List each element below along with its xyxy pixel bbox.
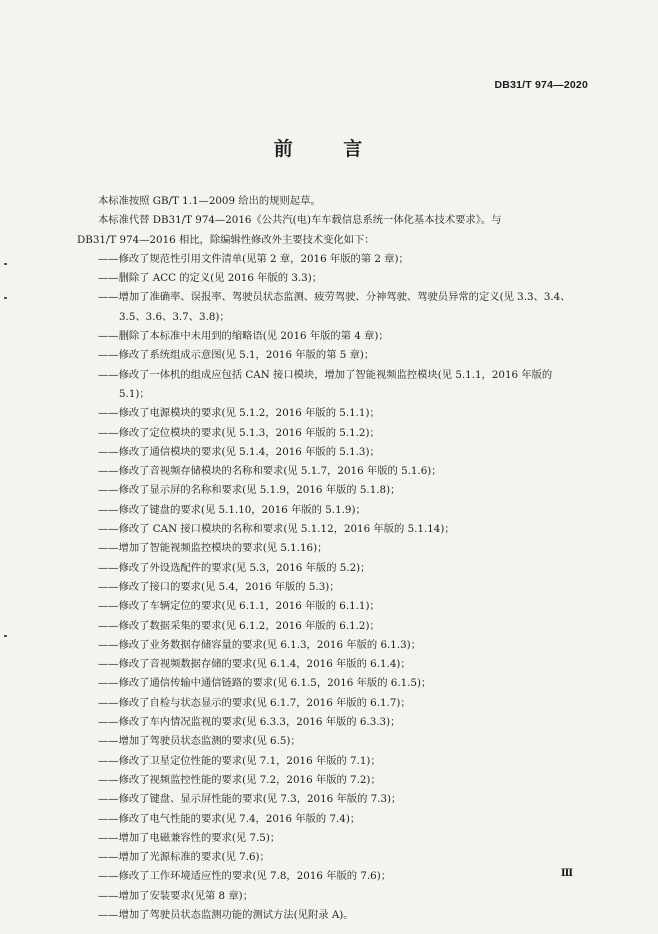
change-item	[77, 481, 592, 500]
change-item	[77, 636, 592, 655]
change-item-continuation: 5.1)；	[119, 387, 150, 400]
list-dash: ——	[98, 484, 119, 497]
scan-mark	[4, 297, 7, 299]
scan-mark	[4, 263, 7, 265]
list-dash: ——	[98, 426, 119, 439]
list-dash: ——	[98, 677, 119, 690]
list-dash: ——	[98, 889, 119, 902]
document-code: DB31/T 974—2020	[494, 79, 588, 91]
change-item-text: 增加了电磁兼容性的要求(见 7.5)；	[118, 831, 281, 844]
change-item-text: 修改了音视频存储模块的名称和要求(见 5.1.7，2016 年版的 5.1.6)；	[118, 465, 442, 478]
list-dash: ——	[98, 638, 119, 651]
change-item-text: 增加了光源标准的要求(见 7.6)；	[118, 851, 270, 864]
change-item	[77, 424, 592, 443]
list-dash: ——	[98, 793, 119, 806]
intro-paragraph-1: 本标准按照 GB/T 1.1—2009 给出的规则起草。	[98, 195, 321, 207]
change-item-text: 增加了驾驶员状态监测的要求(见 6.5)；	[118, 735, 301, 748]
change-item-text: 修改了系统组成示意图(见 5.1，2016 年版的第 5 章)；	[118, 349, 375, 362]
list-dash: ——	[98, 272, 119, 285]
change-item	[77, 327, 592, 346]
change-item	[77, 346, 592, 365]
change-item-text: 修改了定位模块的要求(见 5.1.3，2016 年版的 5.1.2)；	[118, 426, 380, 439]
change-item	[77, 771, 592, 790]
change-item-text: 修改了车辆定位的要求(见 6.1.1，2016 年版的 6.1.1)；	[118, 600, 380, 613]
change-item-text: 修改了键盘的要求(见 5.1.10，2016 年版的 5.1.9)；	[118, 503, 366, 516]
list-dash: ——	[98, 716, 119, 729]
change-item	[77, 559, 592, 578]
intro-paragraph-2-line-2: DB31/T 974—2016 相比，除编辑性修改外主要技术变化如下：	[77, 233, 375, 246]
change-item-text: 修改了电源模块的要求(见 5.1.2，2016 年版的 5.1.1)；	[118, 407, 380, 420]
list-dash: ——	[98, 368, 119, 381]
change-item-text: 修改了自检与状态显示的要求(见 6.1.7，2016 年版的 6.1.7)；	[118, 696, 411, 709]
list-dash: ——	[98, 600, 119, 613]
change-item	[77, 674, 592, 693]
page-title: 前 言	[273, 138, 385, 160]
change-item-text: 删除了 ACC 的定义(见 2016 年版的 3.3)；	[118, 272, 323, 285]
change-item-text: 修改了规范性引用文件清单(见第 2 章，2016 年版的第 2 章)；	[118, 252, 409, 265]
change-item-continuation: 3.5、3.6、3.7、3.8)；	[119, 310, 230, 323]
change-item	[77, 790, 592, 809]
list-dash: ——	[98, 773, 119, 786]
change-item-text: 修改了业务数据存储容量的要求(见 6.1.3，2016 年版的 6.1.3)；	[118, 638, 421, 651]
list-dash: ——	[98, 851, 119, 864]
change-item	[77, 578, 592, 597]
list-dash: ——	[98, 465, 119, 478]
change-item	[77, 539, 592, 558]
list-dash: ——	[98, 870, 119, 883]
change-item	[77, 404, 592, 423]
change-item-text: 修改了工作环境适应性的要求(见 7.8，2016 年版的 7.6)；	[118, 870, 392, 883]
change-item	[77, 288, 592, 327]
change-item-text: 删除了本标准中未用到的缩略语(见 2016 年版的第 4 章)；	[118, 330, 389, 343]
change-item-text: 增加了智能视频监控模块的要求(见 5.1.16)；	[118, 542, 328, 555]
list-dash: ——	[98, 445, 119, 458]
change-item	[77, 887, 592, 906]
list-dash: ——	[98, 561, 119, 574]
change-item	[77, 713, 592, 732]
change-item-text: 修改了通信模块的要求(见 5.1.4，2016 年版的 5.1.3)；	[118, 445, 380, 458]
change-item	[77, 694, 592, 713]
change-item-text: 增加了安装要求(见第 8 章)；	[118, 889, 253, 902]
list-dash: ——	[98, 658, 119, 671]
list-dash: ——	[98, 696, 119, 709]
list-dash: ——	[98, 407, 119, 420]
change-item	[77, 501, 592, 520]
change-item-text: 修改了 CAN 接口模块的名称和要求(见 5.1.12，2016 年版的 5.1.14)；	[118, 523, 455, 536]
change-item	[77, 597, 592, 616]
change-item-text: 修改了电气性能的要求(见 7.4，2016 年版的 7.4)；	[118, 812, 361, 825]
change-item-text: 增加了准确率、误报率、驾驶员状态监测、疲劳驾驶、分神驾驶、驾驶员异常的定义(见 3.3、3.4、	[118, 291, 571, 304]
change-item-text: 修改了通信传输中通信链路的要求(见 6.1.5，2016 年版的 6.1.5)；	[118, 677, 432, 690]
change-item	[77, 867, 592, 886]
change-item	[77, 810, 592, 829]
list-dash: ——	[98, 619, 119, 632]
change-item	[77, 655, 592, 674]
change-item-text: 修改了卫星定位性能的要求(见 7.1，2016 年版的 7.1)；	[118, 754, 381, 767]
scan-mark	[4, 635, 7, 637]
list-dash: ——	[98, 908, 119, 921]
change-item-text: 修改了外设选配件的要求(见 5.3，2016 年版的 5.2)；	[118, 561, 371, 574]
change-item	[77, 617, 592, 636]
change-item	[77, 366, 592, 405]
change-item-text: 增加了驾驶员状态监测功能的测试方法(见附录 A)。	[118, 908, 354, 921]
change-item	[77, 848, 592, 867]
change-item-text: 修改了视频监控性能的要求(见 7.2，2016 年版的 7.2)；	[118, 773, 381, 786]
change-item-text: 修改了数据采集的要求(见 6.1.2，2016 年版的 6.1.2)；	[118, 619, 380, 632]
list-dash: ——	[98, 523, 119, 536]
change-item	[77, 269, 592, 288]
change-item	[77, 250, 592, 269]
list-dash: ——	[98, 330, 119, 343]
page-number: Ⅲ	[560, 868, 573, 879]
change-item-text: 修改了音视频数据存储的要求(见 6.1.4，2016 年版的 6.1.4)；	[118, 658, 411, 671]
change-item-text: 修改了车内情况监视的要求(见 6.3.3，2016 年版的 6.3.3)；	[118, 716, 401, 729]
list-dash: ——	[98, 831, 119, 844]
change-item	[77, 752, 592, 771]
change-item-text: 修改了键盘、显示屏性能的要求(见 7.3，2016 年版的 7.3)；	[118, 793, 402, 806]
list-dash: ——	[98, 349, 119, 362]
intro-paragraph-2-line-1: 本标准代替 DB31/T 974—2016《公共汽(电)车车载信息系统一体化基本技术要求》。与	[98, 214, 502, 227]
list-dash: ——	[98, 542, 119, 555]
list-dash: ——	[98, 580, 119, 593]
change-item-text: 修改了一体机的组成应包括 CAN 接口模块，增加了智能视频监控模块(见 5.1.1，2016 年版的	[118, 368, 553, 381]
change-item	[77, 462, 592, 481]
change-item	[77, 829, 592, 848]
change-item	[77, 732, 592, 751]
list-dash: ——	[98, 812, 119, 825]
change-item	[77, 906, 592, 925]
body-text	[77, 192, 592, 925]
list-dash: ——	[98, 252, 119, 265]
list-dash: ——	[98, 291, 119, 304]
change-item-text: 修改了显示屏的名称和要求(见 5.1.9，2016 年版的 5.1.8)；	[118, 484, 401, 497]
change-item-text: 修改了接口的要求(见 5.4，2016 年版的 5.3)；	[118, 580, 340, 593]
list-dash: ——	[98, 754, 119, 767]
change-item	[77, 443, 592, 462]
change-item	[77, 520, 592, 539]
list-dash: ——	[98, 503, 119, 516]
list-dash: ——	[98, 735, 119, 748]
change-list	[77, 250, 592, 925]
